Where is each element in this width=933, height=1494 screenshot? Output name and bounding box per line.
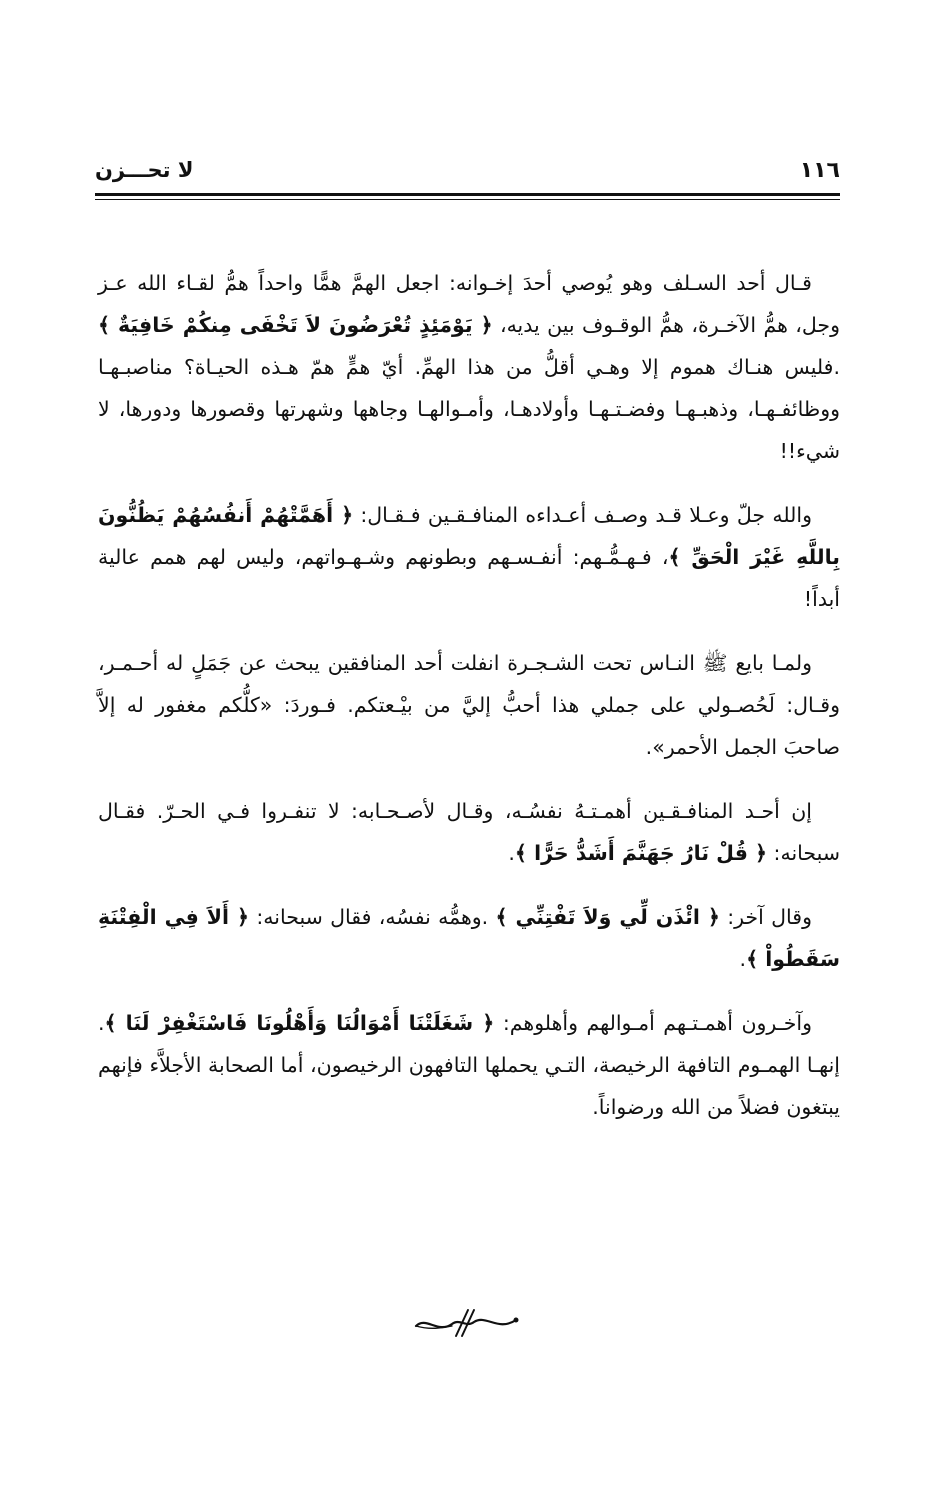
paragraph-5 bbox=[98, 896, 840, 980]
page-header bbox=[95, 158, 840, 188]
paragraph-2 bbox=[98, 494, 840, 620]
text-segment: قـال أحد السـلف وهو يُوصي أحدَ إخـوانه: اجعل الهمَّ همًّا واحداً همُّ لقـاء الله عـز وجل، همُّ الآخـرة، همُّ الوقـوف بين يديه، bbox=[98, 271, 840, 337]
paragraph-4 bbox=[98, 790, 840, 874]
text-segment: .فليس هنـاك هموم إلا وهـي أقلُّ من هذا الهمِّ. أيّ همٍّ همّ هـذه الحيـاة؟ مناصبـهـا ووظائفـهـا، وذهبـهـا وفضـتـهـا وأولادهـا، وأمـوالهـا وجاهها وشهرتها وقصورها ودورها، لا شيء!! bbox=[98, 355, 840, 463]
text-segment: ، فـهـمُّـهم: أنفـسـهم وبطونهم وشـهـواتهم، وليس لهم همم عالية أبداً! bbox=[98, 545, 840, 611]
text-segment: . bbox=[739, 947, 747, 971]
quran-verse: ﴿ شَغَلَتْنَا أَمْوَالُنَا وَأَهْلُونَا فَاسْتَغْفِرْ لَنَا ﴾ bbox=[104, 1011, 495, 1035]
text-segment: . bbox=[508, 841, 515, 865]
quran-verse: ﴿ أَهَمَّتْهُمْ أَنفُسُهُمْ يَظُنُّونَ بِاللَّهِ غَيْرَ الْحَقِّ ﴾ bbox=[98, 503, 840, 569]
paragraph-3 bbox=[98, 642, 840, 768]
text-segment: إن أحـد المنافـقـين أهمـتـهُ نفسُـه، وقـال لأصـحـابه: لا تنفـروا فـي الحـرّ. فقـال سبحانه: bbox=[98, 799, 840, 865]
paragraph-1 bbox=[98, 262, 840, 472]
paragraph-6 bbox=[98, 1002, 840, 1128]
quran-verse: ﴿ أَلاَ فِي الْفِتْنَةِ سَقَطُواْ ﴾ bbox=[98, 905, 840, 971]
header-rule-thick bbox=[95, 193, 840, 196]
decorative-flourish-icon bbox=[412, 1306, 522, 1340]
book-title: لا تحـــزن bbox=[95, 158, 194, 182]
quran-verse: ﴿ قُلْ نَارُ جَهَنَّمَ أَشَدُّ حَرًّا ﴾ bbox=[514, 841, 768, 865]
quran-verse: ﴿ ائْذَن لِّي وَلاَ تَفْتِنِّي ﴾ bbox=[495, 905, 720, 929]
page-body bbox=[98, 262, 840, 1150]
header-rule-thin bbox=[95, 199, 840, 200]
text-segment: .وهمُّه نفسُه، فقال سبحانه: bbox=[249, 905, 496, 929]
quran-verse: ﴿ يَوْمَئِذٍ تُعْرَضُونَ لاَ تَخْفَى مِنكُمْ خَافِيَةٌ ﴾ bbox=[98, 313, 493, 337]
text-segment: ولمـا بايع ﷺ النـاس تحت الشـجـرة انفلت أحد المنافقين يبحث عن جَمَلٍ له أحـمـر، وقـال: لَحُصـولي على جملي هذا أحبُّ إليَّ من بيْـعتكم. فـوردَ: «كلُّكم مغفور له إلاَّ صاحبَ الجمل الأحمر». bbox=[98, 651, 840, 759]
page-number: ١١٦ bbox=[799, 158, 840, 183]
text-segment: وقال آخر: bbox=[719, 905, 812, 929]
text-segment: والله جلّ وعـلا قـد وصـف أعـداءه المنافـقـين فـقـال: bbox=[353, 503, 812, 527]
text-segment: . إنهـا الهمـوم التافهة الرخيصة، التـي يحملها التافهون الرخيصون، أما الصحابة الأجلاَّء فإنهم يبتغون فضلاً من الله ورضواناً. bbox=[98, 1011, 840, 1119]
text-segment: وآخـرون أهمـتـهم أمـوالهم وأهلوهم: bbox=[494, 1011, 812, 1035]
